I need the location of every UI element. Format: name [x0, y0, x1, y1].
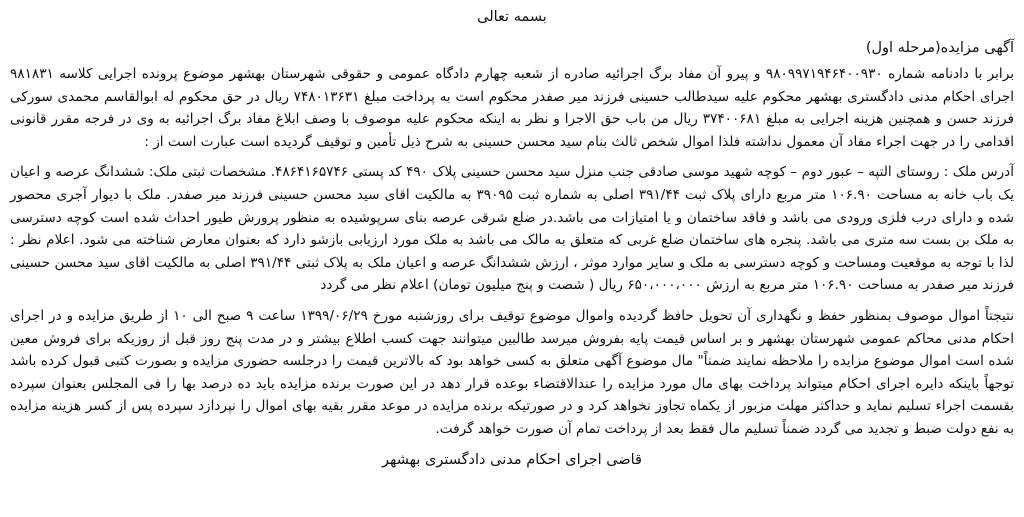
auction-terms-paragraph: نتیجتاً اموال موصوف بمنظور حفظ و نگهداری آن تحویل حافظ گردیده واموال موضوع توقیف برای روزشنبه مورخ ۱۳۹۹/۰۶/۲۹ ساعت ۹ صبح الی ۱۰ از طریق مزایده و در اجرای احکام مدنی محاکم عمومی شهرستان بهشهر و بر اساس قیمت پایه بفروش میرسد طالبین میتوانند جهت کسب اطلاع بیشتر و در مدت پنج روز قبل از روزیکه برای فروش معین شده است اموال موضوع مزایده را ملاحظه نمایند ضمناً" مال موضوع آگهی متعلق به کسی خواهد بود که بالاترین قیمت را درجلسه حضوری مزایده و بصورت کتبی قبول کرده باشد توجهاً باینکه دایره اجرای احکام میتواند پرداخت بهای مال مورد مزایده را عندالاقتضاء بوعده قرار دهد در این صورت برنده مزایده باید ده درصد بها را فی المجلس بعنوان سپرده بقسمت اجراء تسلیم نماید و حداکثر مهلت مزبور از یکماه تجاوز نخواهد کرد و در صورتیکه برنده مزایده در موعد مقرر بقیه بهای اموال را نپردازد سپرده پس از کسر هزینه مزایده به نفع دولت ضبط و تجدید می گردد ضمناً تسلیم مال فقط بعد از پرداخت تمام آن صورت خواهد گرفت. [10, 307, 1015, 437]
document-title: بسمه تعالی [477, 9, 547, 25]
judge-signature: قاضی اجرای احکام مدنی دادگستری بهشهر [382, 451, 642, 468]
notice-subtitle: آگهی مزایده(مرحله اول) [865, 40, 1014, 56]
property-description-paragraph: آدرس ملک : روستای التپه – عبور دوم – کوچه شهید موسی صادقی جنب منزل سید محسن حسینی پلاک ۴۹۰ کد پستی ۴۸۶۴۱۶۵۷۴۶. مشخصات ثبتی ملک: ششدانگ عرصه و اعیان یک باب خانه به مساحت ۱۰۶.۹۰ متر مربع دارای پلاک ثبت ۳۹۱/۴۴ اصلی به شماره ثبت ۳۹۰۹۵ به مالکیت اقای سید محسن حسینی فرزند میر صفدر. ملک با دیوار آجری محصور شده و دارای درب فلزی ورودی می باشد و فاقد ساختمان و یا امتیازات می باشد.در ضلع شرقی عرصه بنای سرپوشیده به منظور پرورش طیور احداث شده است کوچه دسترسی به ملک بن بست سه متری می باشد. پنجره های ساختمان ضلع غربی که متعلق به مالک می باشد به ملک مورد ارزیابی بازشو دارد که بعنوان معارض شناخته می شود. اعلام نظر : لذا با توجه به موقعیت ومساحت و کوچه دسترسی به ملک و سایر موارد موثر ، ارزش ششدانگ عرصه و اعیان ملک به پلاک ثبتی ۳۹۱/۴۴ اصلی به مالکیت اقای سید محسن حسینی فرزند میر صفدر به مساحت ۱۰۶.۹۰ متر مربع به ارزش ۶۵۰،۰۰۰،۰۰۰ ریال ( شصت و پنج میلیون تومان) اعلام نظر می گردد [10, 164, 1014, 294]
case-paragraph: برابر با دادنامه شماره ۹۸۰۹۹۷۱۹۴۶۴۰۰۹۳۰ و پیرو آن مفاد برگ اجرائیه صادره از شعبه چهارم دادگاه عمومی و حقوقی شهرستان بهشهر موضوع پرونده اجرایی کلاسه ۹۸۱۸۳۱ اجرای احکام مدنی دادگستری بهشهر محکوم علیه سیدطالب حسینی فرزند میر صفدر محکوم است به پرداخت مبلغ ۷۴۸۰۱۳۶۳۱ ریال در حق محکوم له ابوالقاسم محمدی سورکی فرزند حسن و همچنین هزینه اجرایی به مبلغ ۳۷۴۰۰۶۸۱ ریال من باب حق الاجرا و نظر به اینکه محکوم علیه موصوف با وصف ابلاغ مفاد برگ اجرائیه به وی در فرجه مقرر قانونی اقدامی را در جهت اجراء مفاد آن معمول نداشته فلذا اموال شخص ثالث بنام سید محسن حسینی به شرح ذیل تأمین و توقیف گردیده است عبارت است از : [10, 66, 1014, 150]
